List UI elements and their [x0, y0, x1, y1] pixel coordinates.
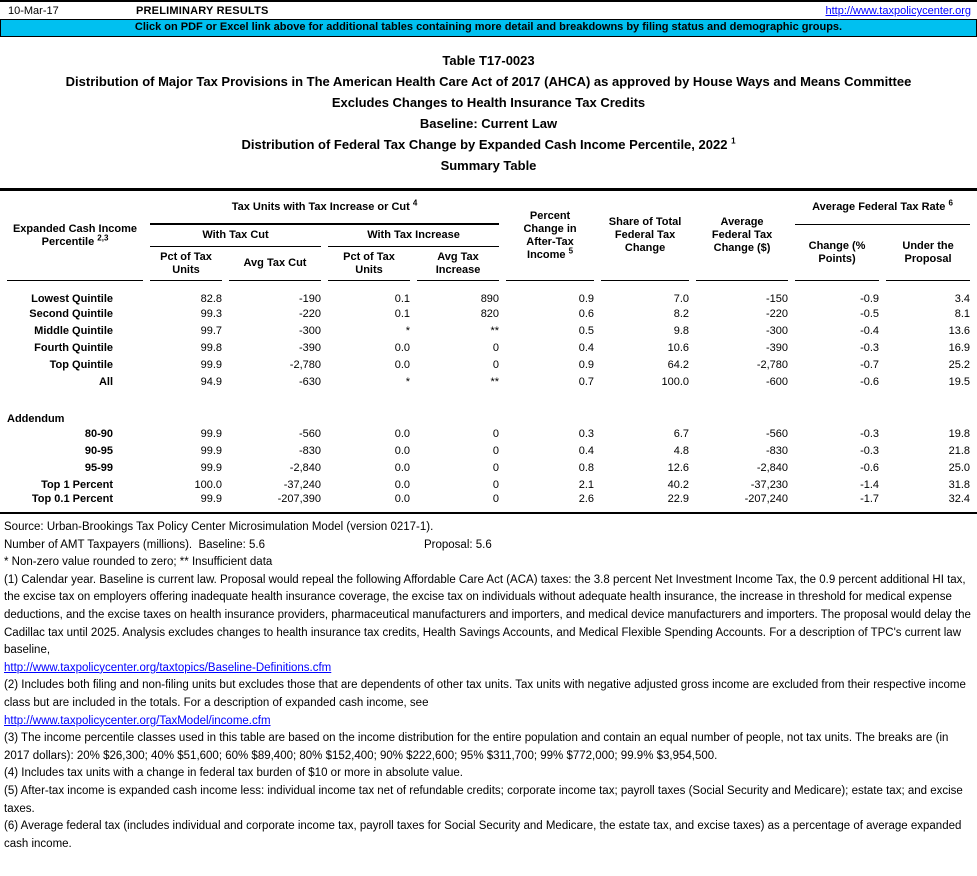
row-label: Top 1 Percent [41, 478, 113, 491]
cell: 0.0 [394, 461, 410, 474]
cell: 99.9 [200, 493, 222, 505]
cell: 21.8 [948, 444, 971, 457]
cell: -220 [766, 307, 789, 320]
table-row [7, 281, 970, 305]
cell: -390 [766, 341, 789, 354]
date-label: 10-Mar-17 [8, 5, 59, 17]
amt-note [4, 537, 971, 555]
cell: 0.6 [578, 307, 595, 320]
cell: 99.9 [200, 461, 222, 474]
col-header-rate-proposal: Under the Proposal [886, 225, 970, 281]
cell: 0.1 [394, 293, 410, 305]
cell: 99.9 [200, 358, 222, 371]
footnote-6: (6) Average federal tax (includes individual and corporate income tax, payroll taxes for Social Security and Medicare, the estate tax, and excise taxes) as a percentage of average expanded cash income. [4, 820, 962, 850]
cell: -190 [298, 293, 321, 305]
cell: 0.7 [578, 375, 595, 388]
asterisk-note: * Non-zero value rounded to zero; ** Insufficient data [4, 556, 273, 569]
cell: 2.6 [578, 493, 595, 505]
table-row [7, 476, 970, 493]
cell: 82.8 [200, 293, 222, 305]
cell: -0.7 [860, 358, 880, 371]
title-line-3: Excludes Changes to Health Insurance Tax Credits [331, 95, 646, 110]
cell: -0.6 [860, 461, 880, 474]
cell: 0.0 [394, 341, 410, 354]
spacer-row [7, 390, 970, 407]
source-note: Source: Urban-Brookings Tax Policy Center Microsimulation Model (version 0217-1). [4, 521, 434, 533]
cell: 6.7 [673, 427, 690, 440]
cell: 8.2 [673, 307, 690, 320]
cell: * [405, 324, 410, 337]
table-row [7, 356, 970, 373]
cell: -2,780 [756, 358, 789, 371]
footnote-ref-6: 6 [948, 198, 953, 208]
cell: -300 [298, 324, 321, 337]
cell: 3.4 [954, 293, 971, 305]
cell: -2,780 [289, 358, 321, 371]
cell: 0.5 [578, 324, 595, 337]
cell: 4.8 [673, 444, 690, 457]
cell: 64.2 [667, 358, 690, 371]
cell: 31.8 [948, 478, 971, 491]
cell: 7.0 [673, 293, 690, 305]
row-label: 80-90 [84, 427, 113, 440]
tpc-url-link[interactable]: http://www.taxpolicycenter.org [825, 5, 971, 17]
cell: 22.9 [667, 493, 690, 505]
footnote-ref-1: 1 [731, 136, 736, 146]
table-row [7, 339, 970, 356]
cell: 19.8 [948, 427, 971, 440]
table-row [7, 305, 970, 322]
cell: -600 [766, 375, 789, 388]
pdf-excel-banner: Click on PDF or Excel link above for additional tables containing more detail and breakdowns by filing status and demographic groups. [0, 19, 977, 37]
table-row [7, 322, 970, 339]
cell: * [405, 375, 410, 388]
col-header-pct-units-cut: Pct of Tax Units [150, 247, 222, 281]
footnote-5: (5) After-tax income is expanded cash income less: individual income tax net of refundable credits; corporate income tax; payroll taxes (Social Security and Medicare); estate tax; and excise taxes. [4, 784, 963, 815]
table-row [7, 493, 970, 512]
table-row [7, 459, 970, 476]
cell: 0.9 [578, 293, 595, 305]
footnote-1: (1) Calendar year. Baseline is current law. Proposal would repeal the following Affordable Care Act (ACA) taxes: the 3.8 percent Net Investment Income Tax, the 0.9 percent additional HI tax, the excise tax on employers offering inadequate health insurance coverage, the excise tax on individuals without adequate health insurance, the increase in threshold for medical expense deductions, and the excise taxes on health insurance providers, pharmaceutical manufacturers and importers, and medical device manufacturers and importers. The proposal would delay the Cadillac tax until 2025. Analysis excludes changes to health insurance tax credits, Health Savings Accounts, and Medical Flexible Spending Accounts. For a description of TPC's current law baseline, [4, 573, 971, 657]
title-block [0, 50, 977, 176]
footnotes [0, 514, 977, 853]
row-label: Second Quintile [29, 307, 113, 320]
cell: -390 [298, 341, 321, 354]
addendum-label: Addendum [7, 413, 65, 425]
title-line-4: Baseline: Current Law [419, 116, 558, 131]
cell: 16.9 [948, 341, 971, 354]
top-bar [0, 0, 977, 19]
row-label: Middle Quintile [34, 324, 113, 337]
footnote-ref-4: 4 [412, 197, 418, 207]
cell: 9.8 [673, 324, 690, 337]
cell: 0.0 [394, 444, 410, 457]
footnote-3: (3) The income percentile classes used in this table are based on the income distribution for the entire population and contain an equal number of people, not tax units. The breaks are (in 2017 dollars): 20% $26,300; 40% $51,600; 60% $89,400; 80% $152,400; 90% $222,600; 95% $311,700; 99% $772,000; 99.9% $3,954,500. [4, 732, 949, 762]
cell: 820 [480, 307, 500, 320]
cell: 99.9 [200, 427, 222, 440]
cell: 0.0 [394, 427, 410, 440]
title-line-6: Summary Table [440, 158, 537, 173]
title-line-5: Distribution of Federal Tax Change by Expanded Cash Income Percentile, 2022 $^1$ [241, 136, 736, 152]
footnote-4: (4) Includes tax units with a change in federal tax burden of $10 or more in absolute value. [4, 767, 463, 780]
cell: -1.7 [860, 493, 880, 505]
cell: 12.6 [667, 461, 690, 474]
row-label: Top 0.1 Percent [31, 493, 113, 505]
cell: 10.6 [667, 341, 690, 354]
cell: 0 [492, 478, 500, 491]
cell: -1.4 [860, 478, 880, 491]
amt-proposal: Proposal: 5.6 [424, 538, 492, 551]
cell: -0.9 [860, 293, 880, 305]
cell: 0.8 [578, 461, 595, 474]
cell: -300 [766, 324, 789, 337]
cell: -0.4 [860, 324, 880, 337]
cell: -560 [766, 427, 789, 440]
table-row [7, 425, 970, 442]
cell: -0.3 [860, 341, 880, 354]
cell: 99.8 [200, 341, 222, 354]
footnote-2: (2) Includes both filing and non-filing units but excludes those that are dependents of other tax units. Tax units with negative adjusted gross income are excluded from their respective income class but are included in the totals. For a description of expanded cash income, see [4, 679, 966, 709]
cell: 32.4 [948, 493, 971, 505]
col-header-pct-change-ati: Percent Change in After-Tax Income $^5$ [506, 191, 594, 281]
cell: 0.4 [578, 444, 595, 457]
col-subgroup-with-tax-increase: With Tax Increase [328, 225, 499, 247]
col-header-rate-change: Change (% Points) [795, 225, 879, 281]
cell: 13.6 [948, 324, 971, 337]
cell: -560 [298, 427, 321, 440]
col-header-pct-units-increase: Pct of Tax Units [328, 247, 410, 281]
title-line-2: Distribution of Major Tax Provisions in The American Health Care Act of 2017 (AHCA) as approved by House Ways and Means Committee [65, 74, 912, 89]
col-group-avg-fed-tax-rate: Average Federal Tax Rate $^6$ [795, 191, 970, 225]
amt-baseline: Number of AMT Taxpayers (millions). Baseline: 5.6 [4, 538, 265, 551]
footnote-ref-2-3: 2,3 [97, 232, 109, 242]
cell: -207,390 [277, 493, 321, 505]
cell: 0 [492, 427, 500, 440]
cell: 99.3 [200, 307, 222, 320]
cell: ** [490, 375, 500, 388]
col-header-share-total: Share of Total Federal Tax Change [601, 191, 689, 281]
row-label: 90-95 [84, 444, 113, 457]
addendum-header-row [7, 407, 970, 425]
cell: 0.3 [578, 427, 595, 440]
cell: 25.0 [948, 461, 971, 474]
cell: 94.9 [200, 375, 222, 388]
cell: 0.1 [394, 307, 410, 320]
table-row [7, 442, 970, 459]
col-subgroup-with-tax-cut: With Tax Cut [150, 225, 321, 247]
cell: 25.2 [948, 358, 971, 371]
cell: 0.0 [394, 478, 410, 491]
cell: ** [490, 324, 500, 337]
cell: -2,840 [756, 461, 789, 474]
cell: 100.0 [661, 375, 690, 388]
col-header-avg-fed-change: Average Federal Tax Change ($) [696, 191, 788, 281]
cell: -207,240 [744, 493, 789, 505]
cell: 0.4 [578, 341, 595, 354]
cell: 99.9 [200, 444, 222, 457]
table-number: Table T17-0023 [442, 53, 535, 68]
row-label: Lowest Quintile [31, 293, 113, 305]
cell: -830 [298, 444, 321, 457]
cell: 100.0 [194, 478, 222, 491]
row-label: 95-99 [84, 461, 113, 474]
cell: 0.0 [394, 358, 410, 371]
cell: 0.9 [578, 358, 595, 371]
cell: 99.7 [200, 324, 222, 337]
row-label: Top Quintile [49, 358, 113, 371]
cell: -220 [298, 307, 321, 320]
cell: 0 [492, 341, 500, 354]
cell: 0 [492, 493, 500, 505]
table-row-all [7, 373, 970, 390]
cell: -37,230 [750, 478, 789, 491]
cell: -0.3 [860, 444, 880, 457]
cell: 19.5 [948, 375, 971, 388]
cell: 8.1 [954, 307, 971, 320]
cell: 0 [492, 461, 500, 474]
cell: -0.5 [860, 307, 880, 320]
cell: -0.3 [860, 427, 880, 440]
baseline-definitions-link[interactable]: http://www.taxpolicycenter.org/taxtopics/Baseline-Definitions.cfm [4, 661, 332, 674]
footnote-ref-5: 5 [568, 245, 574, 255]
cell: 0 [492, 444, 500, 457]
cell: -150 [766, 293, 789, 305]
preliminary-results-label: PRELIMINARY RESULTS [136, 5, 269, 17]
cell: 40.2 [667, 478, 690, 491]
col-header-percentile: Expanded Cash Income Percentile $^{2,3}$ [7, 191, 143, 281]
cell: 0 [492, 358, 500, 371]
cell: -630 [298, 375, 321, 388]
row-label: All [98, 375, 113, 388]
cell: 2.1 [578, 478, 595, 491]
distribution-table [0, 191, 977, 512]
cell: -2,840 [289, 461, 321, 474]
cell: -830 [766, 444, 789, 457]
cell: -0.6 [860, 375, 880, 388]
col-header-avg-tax-increase: Avg Tax Increase [417, 247, 499, 281]
row-label: Fourth Quintile [34, 341, 113, 354]
cell: -37,240 [283, 478, 321, 491]
col-group-tax-units: Tax Units with Tax Increase or Cut $^4$ [150, 191, 499, 225]
cell: 0.0 [394, 493, 410, 505]
cell: 890 [480, 293, 500, 305]
income-definition-link[interactable]: http://www.taxpolicycenter.org/TaxModel/income.cfm [4, 714, 271, 727]
col-header-avg-tax-cut: Avg Tax Cut [229, 247, 321, 281]
